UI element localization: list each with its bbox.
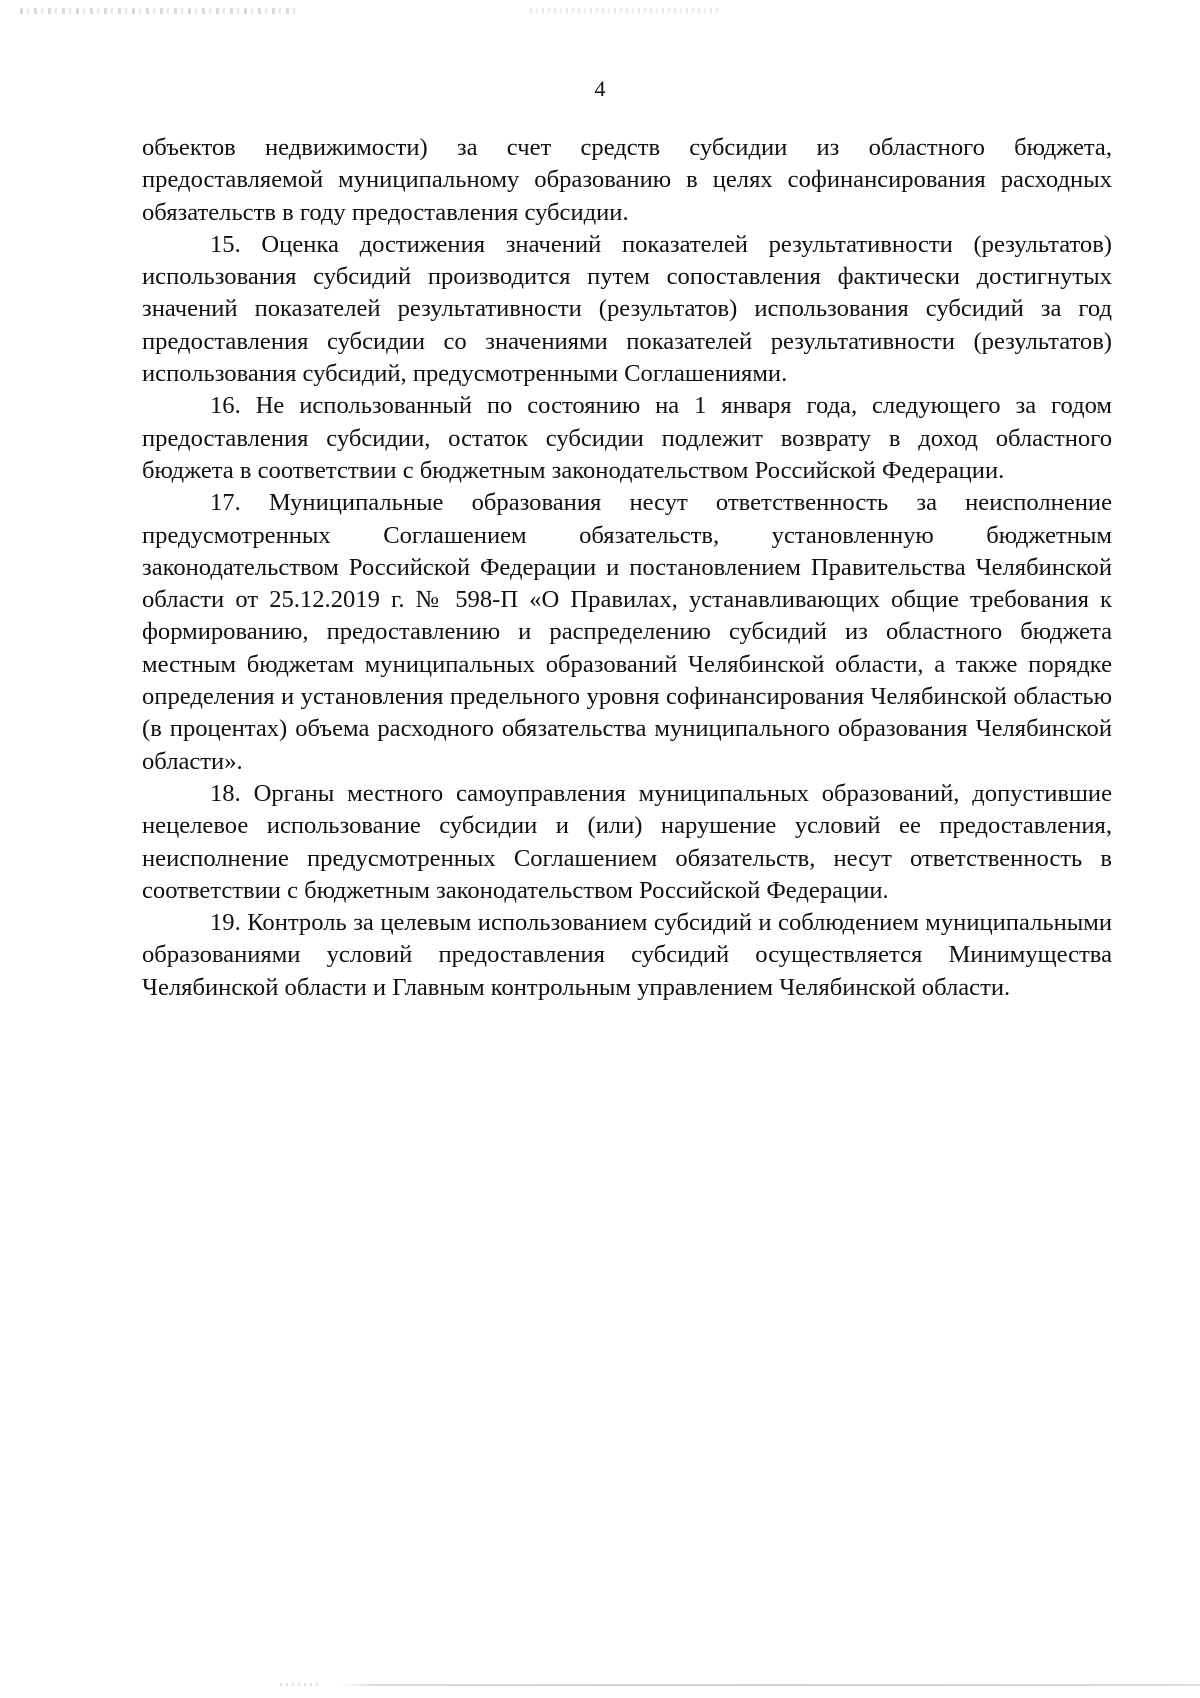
scan-artifact-bottom-dots <box>280 1683 320 1686</box>
paragraph-18: 18. Органы местного самоуправления муниципальных образований, допустившие нецелевое использование субсидии и (или) нарушение условий ее предоставления, неисполнение предусмотренных Соглашением обязательств, несут ответственность в соответствии с бюджетным законодательством Российской Федерации. <box>142 779 1112 904</box>
scan-artifact-top-center <box>530 8 720 13</box>
document-body <box>142 132 1112 1004</box>
paragraph-continuation: объектов недвижимости) за счет средств субсидии из областного бюджета, предоставляемой муниципальному образованию в целях софинансирования расходных обязательств в году предоставления субсидии. <box>142 134 1112 226</box>
scan-artifact-top-left <box>20 8 300 14</box>
paragraph-17: 17. Муниципальные образования несут ответственность за неисполнение предусмотренных Соглашением обязательств, установленную бюджетным законодательством Российской Федерации и постановлением Правительства Челябинской области от 25.12.2019 г. № 598-П «О Правилах, устанавливающих общие требования к формированию, предоставлению и распределению субсидий из областного бюджета местным бюджетам муниципальных образований Челябинской области, а также порядке определения и установления предельного уровня софинансирования Челябинской областью (в процентах) объема расходного обязательства муниципального образования Челябинской области». <box>142 489 1112 775</box>
scan-artifact-bottom-line <box>340 1684 1200 1686</box>
paragraph-15: 15. Оценка достижения значений показателей результативности (результатов) использования субсидий производится путем сопоставления фактически достигнутых значений показателей результативности (результатов) использования субсидий за год предоставления субсидии со значениями показателей результативности (результатов) использования субсидий, предусмотренными Соглашениями. <box>142 230 1112 388</box>
page-number: 4 <box>594 76 606 101</box>
paragraph-16: 16. Не использованный по состоянию на 1 января года, следующего за годом предоставления субсидии, остаток субсидии подлежит возврату в доход областного бюджета в соответствии с бюджетным законодательством Российской Федерации. <box>142 392 1112 484</box>
paragraph-19: 19. Контроль за целевым использованием субсидий и соблюдением муниципальными образованиями условий предоставления субсидий осуществляется Минимущества Челябинской области и Главным контрольным управлением Челябинской области. <box>142 909 1112 1001</box>
